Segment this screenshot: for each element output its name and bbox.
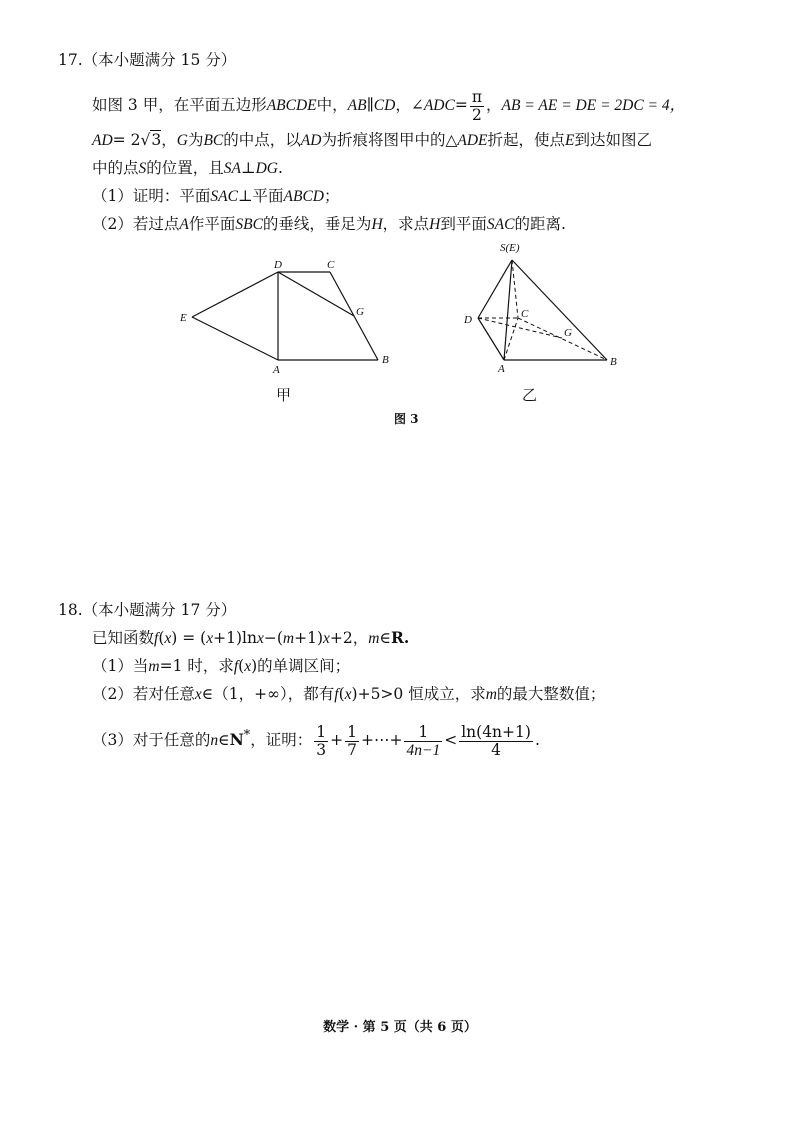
q18-line-1: 已知函数f(x) = (x+1)lnx−(m+1)x+2，m∈R.: [92, 628, 410, 647]
edge-sd: [478, 260, 512, 318]
segment-ed: [192, 272, 278, 317]
figure-title: 图 3: [394, 412, 419, 426]
edge-da: [478, 318, 504, 360]
fraction-1-3: $\frac{1}{3}$: [316, 722, 327, 759]
figure-left-caption: 甲: [276, 386, 292, 404]
figure-left-pentagon: [170, 255, 400, 380]
edge-sa: [504, 260, 512, 360]
figure-right-solid: [452, 238, 627, 378]
label-g: G: [356, 306, 364, 318]
edge-dg-hidden: [478, 318, 562, 338]
q17-line-3: 中的点S的位置，且SA⊥DG.: [92, 159, 283, 177]
figure-right-caption: 乙: [522, 386, 538, 404]
page-footer: 数学 · 第 5 页（共 6 页）: [323, 1020, 477, 1035]
label-b: B: [382, 354, 389, 366]
edge-sc-hidden: [512, 260, 518, 318]
label-g2: G: [564, 327, 572, 339]
pi-over-2-fraction: $\frac{\pi}{2}$: [471, 87, 482, 124]
q17-line-1: 如图 3 甲，在平面五边形ABCDE中，AB∥CD，∠ADC= $\frac{\pi}{2}$ ，AB = AE = DE = 2DC = 4，: [92, 87, 686, 124]
fraction-1-4n-1: $\frac{1}{4n-1}$: [406, 722, 441, 759]
q17-line-2: AD= 2√3，G为BC的中点，以AD为折痕将图甲中的△ADE折起，使点E到达如图乙: [92, 131, 653, 149]
q18-part-2: （2）若对任意x∈（1，+∞），都有f(x)+5>0 恒成立，求m的最大整数值；: [92, 685, 606, 703]
q18-part-1: （1）当m=1 时，求f(x)的单调区间；: [92, 657, 351, 675]
fraction-1-7: $\frac{1}{7}$: [347, 722, 357, 759]
label-c2: C: [521, 308, 529, 320]
label-d2: D: [464, 314, 472, 326]
label-c: C: [327, 259, 335, 271]
label-d: D: [274, 259, 282, 271]
label-s: S(E): [500, 242, 520, 254]
q17-part-1: （1）证明：平面SAC⊥平面ABCD；: [92, 187, 340, 205]
edge-cb-hidden: [518, 318, 607, 360]
label-a2: A: [498, 363, 505, 375]
q18-part-3: （3）对于任意的n∈N*，证明： $\frac{1}{3}$ + $\frac{1}{7}$ +⋯+ $\frac{1}{4n-1}$ < $\frac{\ln(4n+1)}{4}$ .: [92, 722, 540, 759]
label-e: E: [180, 312, 187, 324]
label-a: A: [273, 364, 280, 376]
segment-ae: [192, 317, 278, 360]
q18-header: 18.（本小题满分 17 分）: [58, 601, 237, 619]
q17-part-2: （2）若过点A作平面SBC的垂线，垂足为H，求点H到平面SAC的距离.: [92, 215, 566, 233]
label-b2: B: [610, 356, 617, 368]
q17-header: 17.（本小题满分 15 分）: [58, 51, 237, 69]
fraction-ln-4n-1: $\frac{\ln(4n+1)}{4}$: [461, 722, 531, 759]
